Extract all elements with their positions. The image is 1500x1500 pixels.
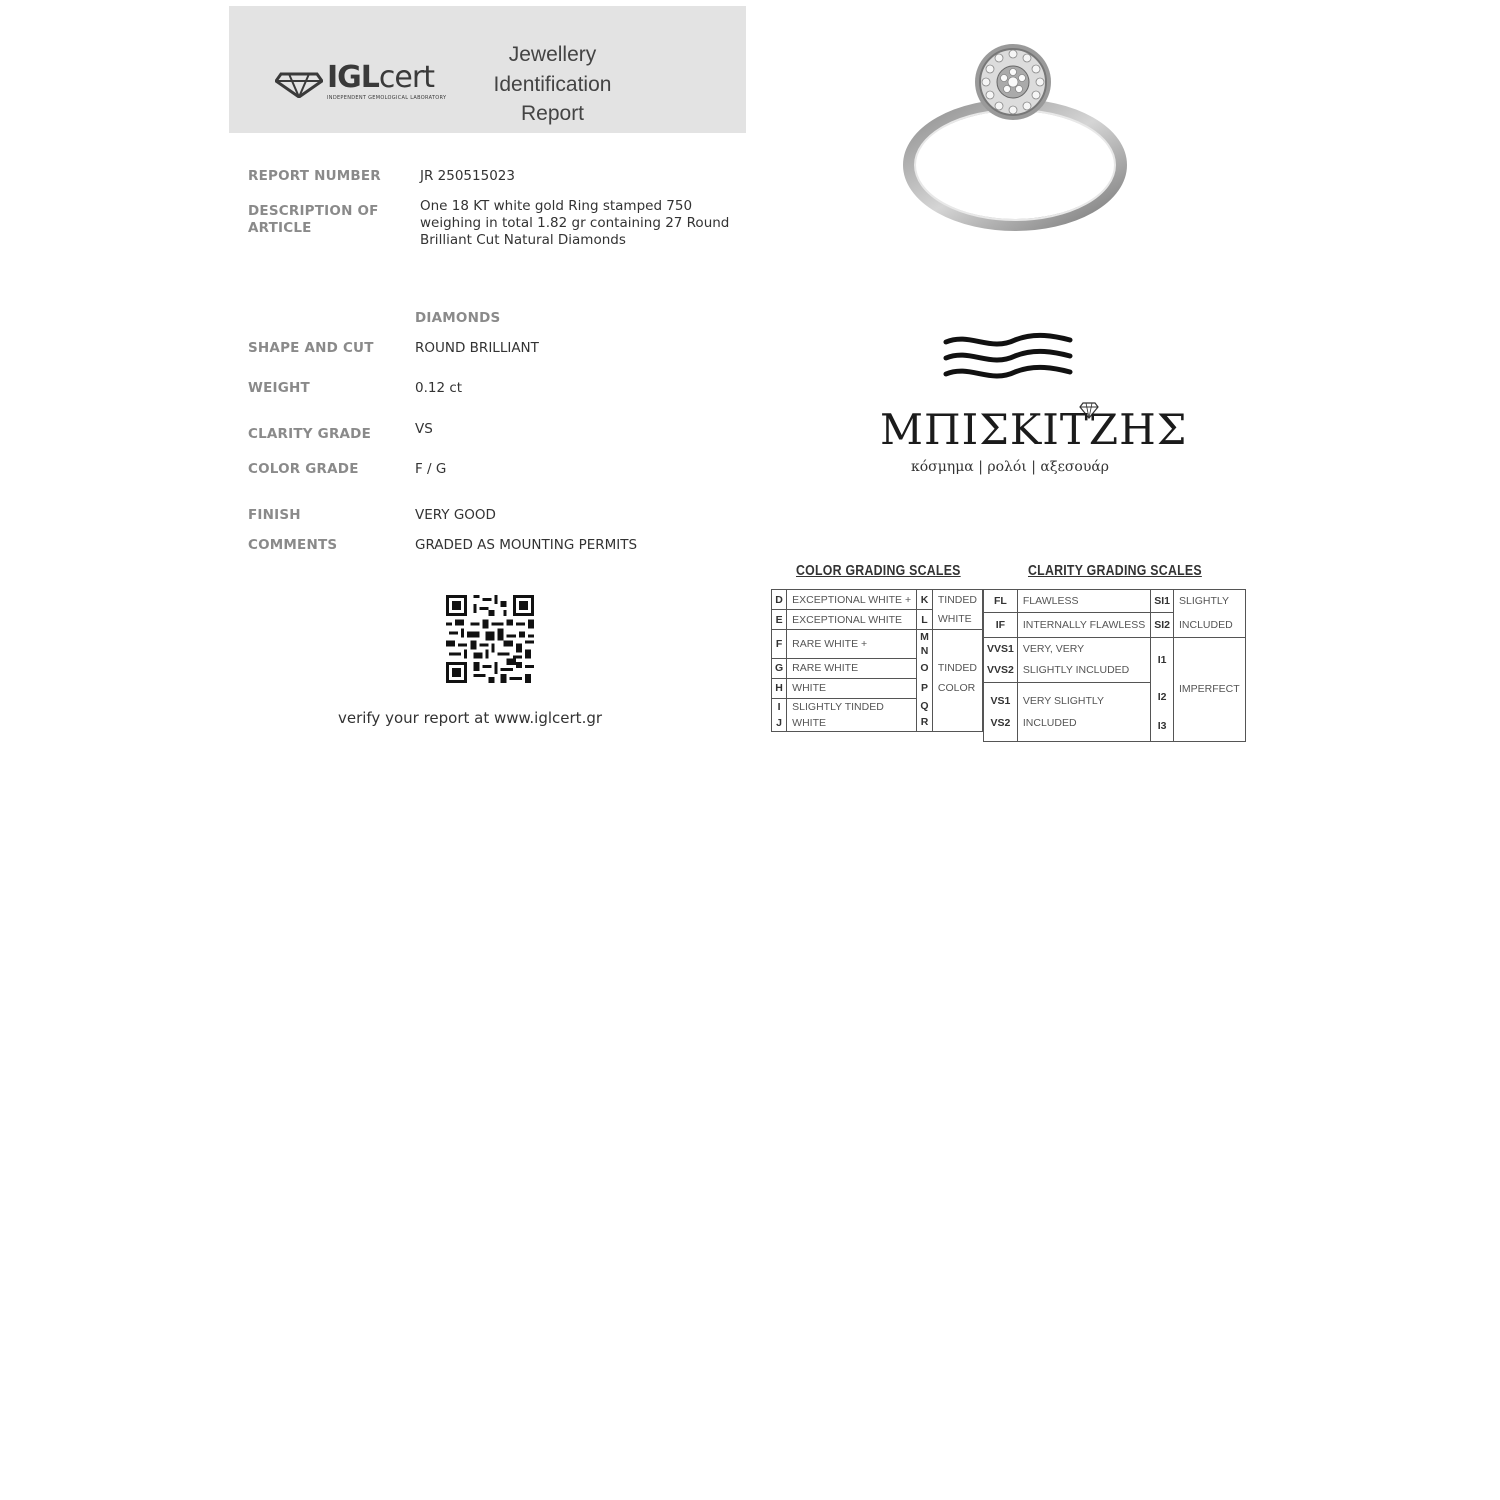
comments-label: COMMENTS (248, 537, 338, 553)
table-row: F RARE WHITE + M N (772, 630, 983, 659)
iglcert-logo (275, 62, 455, 106)
report-number-label: REPORT NUMBER (248, 168, 381, 184)
ring-photo (895, 40, 1135, 240)
brand-tagline: κόσμημα | ρολόι | αξεσουάρ (910, 459, 1110, 475)
table-row: VS1 VS2 VERY SLIGHTLY INCLUDED I2 I3 IMPERFECT (984, 683, 1246, 742)
finish-label: FINISH (248, 507, 301, 523)
weight-value: 0.12 ct (415, 380, 463, 396)
color-grade-value: F / G (415, 461, 447, 477)
table-row: FL FLAWLESS SI1 SLIGHTLY (984, 590, 1246, 613)
report-title: Jewellery Identification Report (493, 43, 612, 125)
clarity-grading-table (983, 589, 1246, 742)
color-scale-title: COLOR GRADING SCALES (796, 563, 961, 579)
report-number-value: JR 250515023 (420, 168, 515, 184)
table-row: VVS1 VVS2 VERY, VERY SLIGHTLY INCLUDED I1 (984, 638, 1246, 683)
description-value: One 18 KT white gold Ring stamped 750 weighing in total 1.82 gr containing 27 Round Brilliant Cut Natural Diamonds (420, 198, 730, 248)
qr-code[interactable] (446, 595, 534, 683)
shape-cut-label: SHAPE AND CUT (248, 340, 374, 356)
table-row: IF INTERNALLY FLAWLESS SI2 INCLUDED (984, 613, 1246, 638)
table-row: E EXCEPTIONAL WHITE L WHITE (772, 610, 983, 630)
table-row: H WHITE P COLOR (772, 678, 983, 698)
table-row: I J SLIGHTLY TINDED WHITE Q R (772, 698, 983, 731)
brand-waves-logo (940, 330, 1080, 390)
logo-wordmark: IGLcert (327, 60, 434, 95)
brand-name: ΜΠΙΣΚΙΤΖΗΣ (880, 405, 1188, 454)
comments-value: GRADED AS MOUNTING PERMITS (415, 537, 638, 553)
logo-tagline: INDEPENDENT GEMOLOGICAL LABORATORY (327, 95, 447, 101)
color-grade-label: COLOR GRADE (248, 461, 359, 477)
weight-label: WEIGHT (248, 380, 310, 396)
finish-value: VERY GOOD (415, 507, 496, 523)
color-grading-table (771, 589, 983, 732)
clarity-scale-title: CLARITY GRADING SCALES (1028, 563, 1202, 579)
clarity-grade-label: CLARITY GRADE (248, 426, 372, 442)
description-label: DESCRIPTION OF ARTICLE (248, 203, 379, 236)
verify-text: verify your report at www.iglcert.gr (337, 709, 603, 727)
table-row: G RARE WHITE O TINDED (772, 658, 983, 678)
diamonds-heading: DIAMONDS (415, 310, 501, 326)
shape-cut-value: ROUND BRILLIANT (415, 340, 539, 356)
table-row: D EXCEPTIONAL WHITE + K TINDED (772, 590, 983, 610)
clarity-grade-value: VS (415, 421, 433, 437)
diamond-icon (275, 68, 323, 98)
